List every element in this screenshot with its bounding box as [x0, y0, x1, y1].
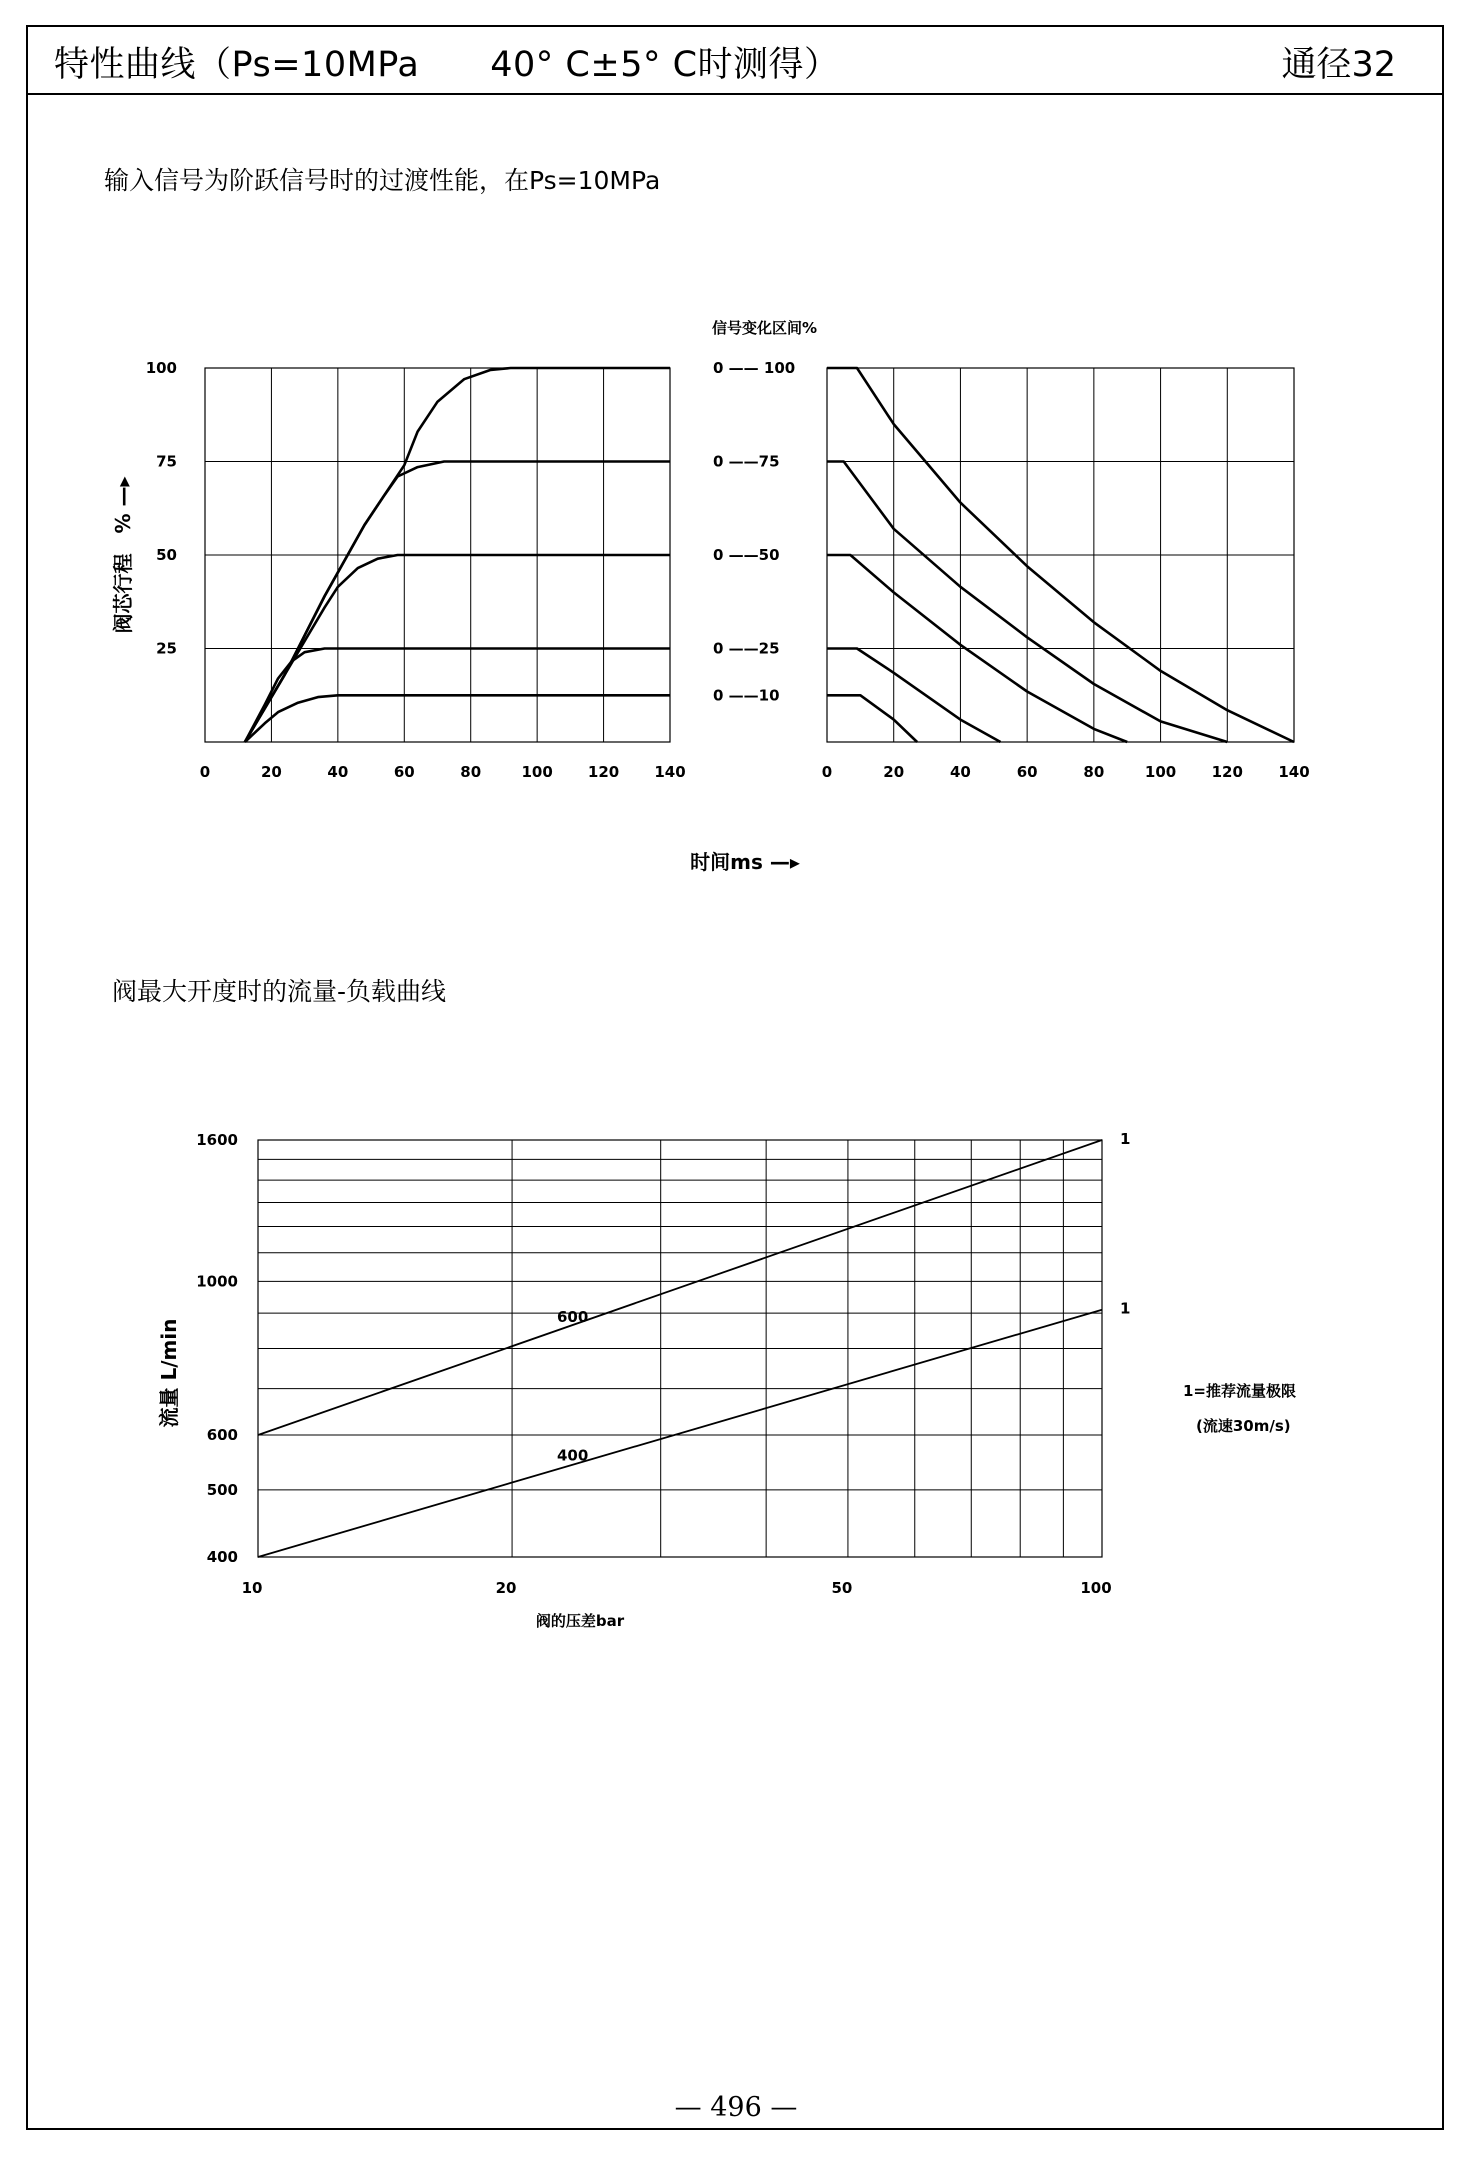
signal-range-label: 0 ——10 — [713, 686, 780, 705]
bore-size-label: 通径32 — [1281, 45, 1396, 85]
step-rise-y-tick-label: 25 — [156, 639, 177, 658]
step-fall-x-tick-label: 140 — [1278, 763, 1310, 781]
page-title: 特性曲线（Ps=10MPa 40° C±5° C时测得） — [54, 45, 840, 85]
flow-load-x-tick-label: 50 — [831, 1579, 853, 1597]
step-rise-x-tick-label: 60 — [393, 763, 415, 781]
step-fall-x-tick-label: 0 — [821, 763, 833, 781]
step-fall-x-tick-label: 120 — [1211, 763, 1243, 781]
signal-range-label: 0 ——50 — [713, 546, 780, 564]
flow-load-legend-line-2: (流速30m/s) — [1196, 1417, 1291, 1435]
step-fall-x-tick-label: 20 — [883, 763, 905, 781]
flow-load-caption: 阀最大开度时的流量-负载曲线 — [112, 977, 447, 1006]
flow-load-y-tick-label: 600 — [206, 1426, 238, 1445]
step-rise-y-tick-label: 50 — [156, 546, 177, 564]
flow-load-x-axis-label: 阀的压差bar — [535, 1612, 625, 1630]
flow-load-series-label: 600 — [557, 1308, 589, 1327]
step-rise-x-tick-label: 80 — [460, 763, 482, 781]
step-fall-x-tick-label: 60 — [1016, 763, 1038, 781]
signal-range-label: 0 ——25 — [713, 639, 780, 658]
flow-load-series-line — [258, 1140, 1102, 1435]
step-rise-y-tick-label: 75 — [156, 452, 177, 471]
flow-load-y-tick-label: 1000 — [196, 1272, 238, 1291]
page-number: — 496 — — [674, 2092, 798, 2123]
signal-range-label: 0 —— 100 — [713, 359, 796, 377]
step-fall-x-tick-label: 80 — [1083, 763, 1105, 781]
step-rise-x-tick-label: 0 — [199, 763, 211, 781]
step-rise-y-axis-label: 阀芯行程 % —▸ — [111, 476, 135, 634]
step-x-axis-label: 时间ms —▸ — [690, 850, 800, 874]
step-rise-x-tick-label: 120 — [587, 763, 620, 781]
flow-load-y-tick-label: 400 — [206, 1548, 238, 1566]
step-response-caption: 输入信号为阶跃信号时的过渡性能，在Ps=10MPa — [104, 166, 661, 195]
flow-load-series-line — [258, 1310, 1102, 1557]
flow-load-legend-line-1: 1=推荐流量极限 — [1183, 1382, 1297, 1400]
flow-load-y-tick-label: 500 — [206, 1480, 238, 1499]
flow-load-x-tick-label: 100 — [1080, 1579, 1112, 1597]
recommended-limit-marker: 1 — [1120, 1130, 1131, 1148]
step-rise-y-tick-label: 100 — [145, 359, 177, 377]
step-rise-series-line — [245, 695, 670, 742]
step-rise-x-tick-label: 40 — [327, 763, 349, 781]
signal-range-title: 信号变化区间% — [712, 319, 818, 337]
flow-load-y-axis-label: 流量 L/min — [157, 1318, 181, 1428]
step-fall-x-tick-label: 40 — [949, 763, 971, 781]
flow-load-y-tick-label: 1600 — [196, 1131, 238, 1149]
flow-load-series-label: 400 — [557, 1446, 589, 1465]
signal-range-label: 0 ——75 — [713, 452, 780, 471]
recommended-limit-marker: 1 — [1120, 1299, 1131, 1318]
flow-load-x-tick-label: 20 — [495, 1579, 517, 1597]
step-fall-series-line — [827, 695, 917, 742]
step-fall-x-tick-label: 100 — [1144, 763, 1177, 781]
step-rise-x-tick-label: 20 — [260, 763, 282, 781]
flow-load-x-tick-label: 10 — [241, 1579, 263, 1597]
step-rise-x-tick-label: 140 — [654, 763, 686, 781]
step-rise-x-tick-label: 100 — [521, 763, 553, 781]
